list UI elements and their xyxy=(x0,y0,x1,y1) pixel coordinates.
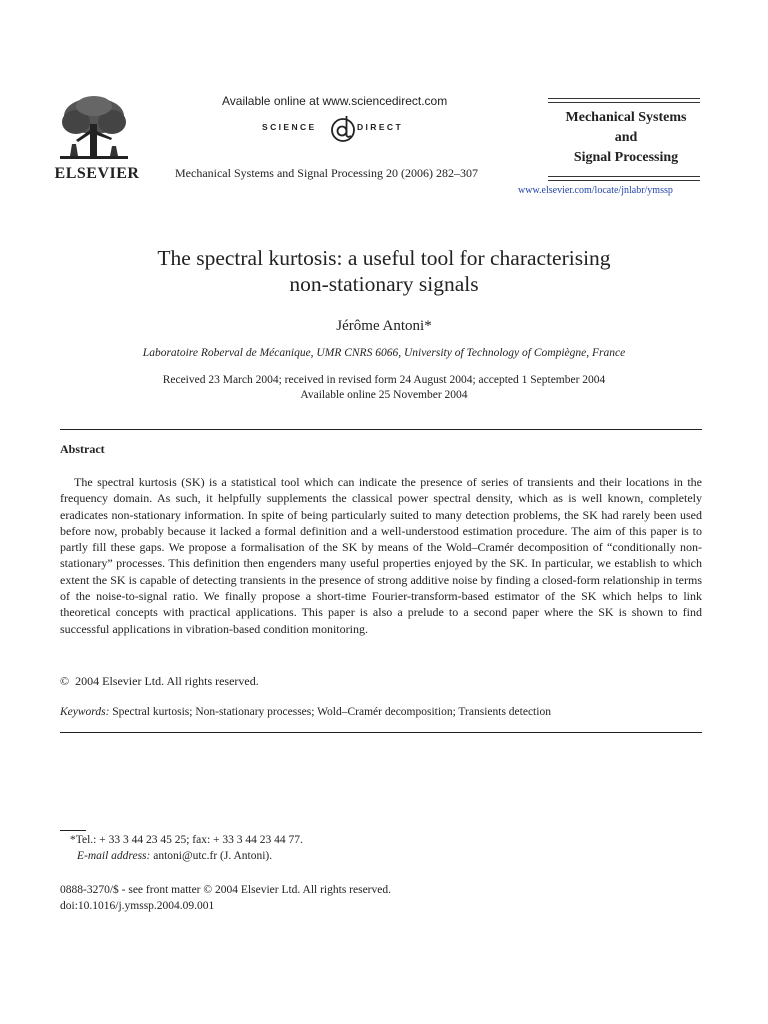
elsevier-tree-logo xyxy=(56,94,132,164)
journal-name-line1: Mechanical Systems xyxy=(565,110,687,125)
paper-title xyxy=(40,245,728,297)
front-copyright-icon: © xyxy=(203,884,213,896)
journal-box-rule-1 xyxy=(548,98,700,99)
journal-name-line3: Signal Processing xyxy=(573,150,679,165)
doi-line[interactable]: doi:10.1016/j.ymssp.2004.09.001 xyxy=(60,900,215,912)
journal-box-rule-4 xyxy=(548,180,700,181)
footnote-email xyxy=(77,850,272,862)
abstract-text-block xyxy=(60,474,702,637)
email-label: E-mail address: xyxy=(77,850,151,862)
title-line-2: non-stationary signals xyxy=(289,272,479,296)
abstract-copyright xyxy=(60,674,259,689)
keywords-label: Keywords: xyxy=(60,706,110,718)
copyright-text: 2004 Elsevier Ltd. All rights reserved. xyxy=(75,674,259,688)
sd-logo-right: DIRECT xyxy=(357,122,404,132)
author-name: Jérôme Antoni* xyxy=(336,318,432,334)
availability-line: Available online at www.sciencedirect.com xyxy=(222,94,448,108)
abstract-bottom-rule xyxy=(60,732,702,733)
copyright-icon: © xyxy=(60,674,70,688)
abstract-paragraph: The spectral kurtosis (SK) is a statistical tool which can indicate the presence of series of transients and their locations in the frequency domain. As such, it helpfully supplements the classical power spectral density, which as is well known, completely eradicates non-stationary information. In spite of being particularly suited to many detection problems, the SK had rarely been used before now, probably because it lacked a formal definition and a well-understood estimation procedure. The aim of this paper is to partly fill these gaps. We propose a formalisation of the SK by means of the Wold–Cramér decomposition of “conditionally non-stationary” processes. This definition then engenders many useful properties enjoyed by the SK. In particular, we establish to which extent the SK is capable of detecting transients in the presence of strong additive noise by finding a closed-form relationship in terms of the noise-to-signal ratio. We finally propose a short-time Fourier-transform-based estimator of the SK which helps to link theoretical concepts with practical applications. This paper is also a prelude to a second paper where the SK is shown to find successful applications in vibration-based condition monitoring. xyxy=(60,475,702,636)
journal-name-box xyxy=(548,108,704,168)
footnote-telephone: *Tel.: + 33 3 44 23 45 25; fax: + 33 3 44 23 44 77. xyxy=(70,834,303,846)
journal-box-rule-2 xyxy=(548,102,700,103)
at-sign-icon xyxy=(330,112,356,146)
publication-dates xyxy=(40,373,728,403)
email-address[interactable]: antoni@utc.fr (J. Antoni). xyxy=(153,850,273,862)
journal-box-rule-3 xyxy=(548,176,700,177)
issn-line xyxy=(60,882,391,898)
received-dates: Received 23 March 2004; received in revised form 24 August 2004; accepted 1 September 2004 xyxy=(162,374,606,386)
footnote-rule xyxy=(60,830,86,831)
keywords-text: Spectral kurtosis; Non-stationary processes; Wold–Cramér decomposition; Transients detection xyxy=(112,706,551,718)
abstract-heading: Abstract xyxy=(60,442,105,456)
journal-url-link[interactable]: www.elsevier.com/locate/jnlabr/ymssp xyxy=(518,185,673,196)
available-date: Available online 25 November 2004 xyxy=(300,389,468,401)
issn-suffix: 2004 Elsevier Ltd. All rights reserved. xyxy=(215,884,391,896)
abstract-top-rule xyxy=(60,429,702,430)
front-matter xyxy=(60,882,391,914)
journal-name-line2: and xyxy=(614,130,638,145)
journal-citation: Mechanical Systems and Signal Processing 20 (2006) 282–307 xyxy=(175,166,478,180)
publisher-name: ELSEVIER xyxy=(54,165,140,182)
issn-prefix: 0888-3270/$ - see front matter xyxy=(60,884,201,896)
sd-logo-left: SCIENCE xyxy=(262,122,317,132)
title-line-1: The spectral kurtosis: a useful tool for characterising xyxy=(157,246,611,270)
sciencedirect-logo xyxy=(262,112,422,146)
keywords-line xyxy=(60,706,702,718)
author-affiliation: Laboratoire Roberval de Mécanique, UMR CNRS 6066, University of Technology of Compiègne, France xyxy=(142,347,626,359)
